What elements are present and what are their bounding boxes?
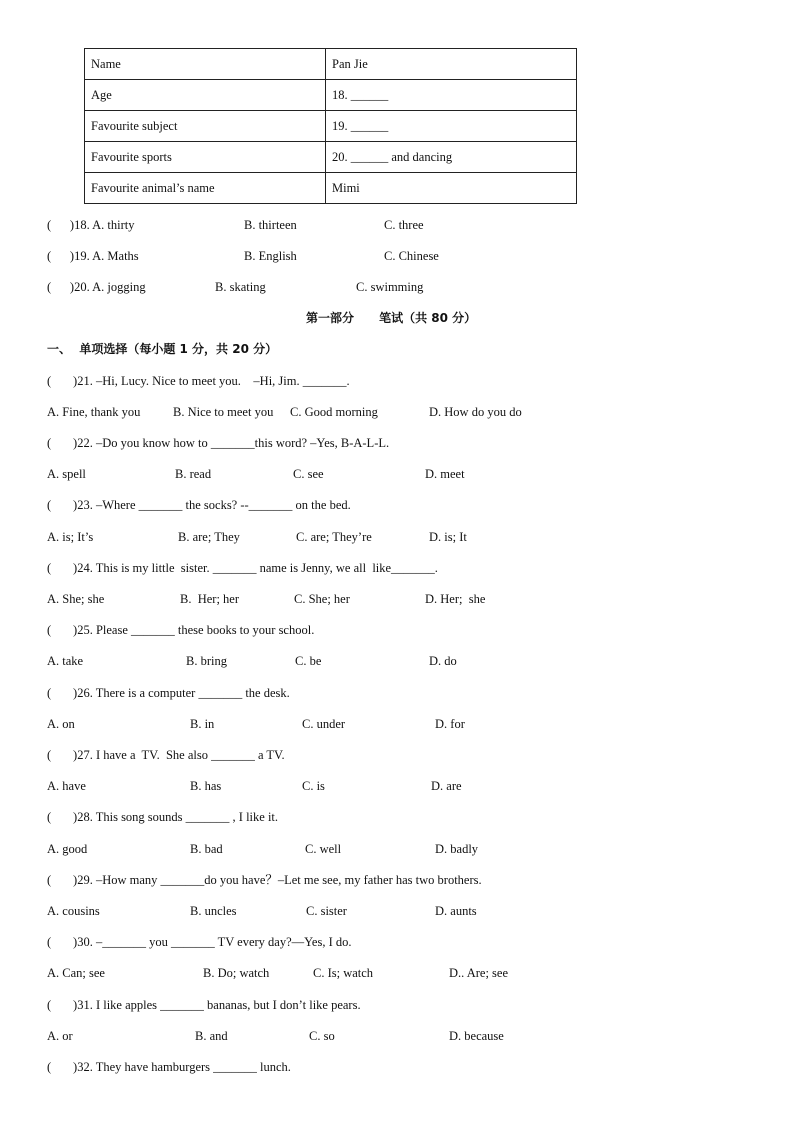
table-cell-label: Name — [85, 49, 326, 80]
option-a: A. Fine, thank you — [47, 405, 141, 419]
option-d: D. meet — [425, 467, 465, 481]
option-d: D. badly — [435, 842, 479, 856]
option-a: A. Can; see — [47, 966, 105, 980]
option-c: C. see — [293, 467, 324, 481]
option-a: A. cousins — [47, 904, 100, 918]
option-d: D.. Are; see — [449, 966, 509, 980]
listening-question-18: ( )18. A. thirty — [47, 218, 135, 232]
question-24: ( )24. This is my little sister. _______ name is Jenny, we all like_______. — [47, 561, 438, 575]
option-a: A. have — [47, 779, 86, 793]
option-c: C. well — [305, 842, 342, 856]
option-a: A. on — [47, 717, 75, 731]
question-23: ( )23. –Where _______ the socks? --_______ on the bed. — [47, 498, 351, 512]
question-27: ( )27. I have a TV. She also _______ a TV. — [47, 748, 285, 762]
option-c: C. sister — [306, 904, 347, 918]
table-cell-value: Pan Jie — [326, 49, 577, 80]
question-21: ( )21. –Hi, Lucy. Nice to meet you. –Hi, Jim. _______. — [47, 374, 350, 388]
table-row — [85, 173, 577, 204]
option-b: B. bad — [190, 842, 223, 856]
option-c: C. so — [309, 1029, 335, 1043]
option-b: B. Nice to meet you — [173, 405, 274, 419]
table-cell-label: Favourite subject — [85, 111, 326, 142]
option-b: B. and — [195, 1029, 228, 1043]
option-c: C. under — [302, 717, 346, 731]
option-b: B. uncles — [190, 904, 237, 918]
option-d: D. are — [431, 779, 462, 793]
option-a: A. She; she — [47, 592, 105, 606]
question-22: ( )22. –Do you know how to _______this word? –Yes, B-A-L-L. — [47, 436, 390, 450]
option-b: B. are; They — [178, 530, 240, 544]
part-heading: 第一部分 笔试（共 80 分） — [306, 311, 477, 325]
info-table — [84, 48, 577, 204]
option-b: B. Her; her — [180, 592, 240, 606]
option-c: C. Good morning — [290, 405, 378, 419]
option-d: D. How do you do — [429, 405, 522, 419]
section-heading: 一、 单项选择（每小题 1 分，共 20 分） — [47, 342, 278, 356]
question-31: ( )31. I like apples _______ bananas, but I don’t like pears. — [47, 998, 361, 1012]
option-c: C. She; her — [294, 592, 350, 606]
option-b: B. bring — [186, 654, 227, 668]
question-32: ( )32. They have hamburgers _______ lunch. — [47, 1060, 291, 1074]
option-c: C. be — [295, 654, 322, 668]
table-row — [85, 80, 577, 111]
question-29: ( )29. –How many _______do you have？–Let me see, my father has two brothers. — [47, 873, 482, 887]
table-cell-value: 20. ______ and dancing — [326, 142, 577, 173]
table-cell-label: Favourite sports — [85, 142, 326, 173]
option-b: B. skating — [215, 280, 266, 294]
table-row — [85, 111, 577, 142]
option-c: C. swimming — [356, 280, 424, 294]
table-cell-value: 18. ______ — [326, 80, 577, 111]
table-row — [85, 142, 577, 173]
listening-question-20: ( )20. A. jogging — [47, 280, 146, 294]
option-d: D. for — [435, 717, 465, 731]
table-cell-value: 19. ______ — [326, 111, 577, 142]
option-d: D. do — [429, 654, 457, 668]
option-a: A. or — [47, 1029, 73, 1043]
option-a: A. spell — [47, 467, 86, 481]
option-d: D. is; It — [429, 530, 467, 544]
option-b: B. read — [175, 467, 212, 481]
question-26: ( )26. There is a computer _______ the desk. — [47, 686, 290, 700]
option-b: B. English — [244, 249, 297, 263]
option-a: A. is; It’s — [47, 530, 94, 544]
option-a: A. good — [47, 842, 88, 856]
table-row — [85, 49, 577, 80]
option-c: C. are; They’re — [296, 530, 372, 544]
table-cell-label: Age — [85, 80, 326, 111]
question-30: ( )30. –_______ you _______ TV every day?—Yes, I do. — [47, 935, 352, 949]
option-c: C. Chinese — [384, 249, 439, 263]
option-d: D. because — [449, 1029, 504, 1043]
option-d: D. aunts — [435, 904, 477, 918]
option-b: B. has — [190, 779, 222, 793]
option-c: C. is — [302, 779, 325, 793]
option-d: D. Her; she — [425, 592, 486, 606]
table-cell-value: Mimi — [326, 173, 577, 204]
option-c: C. Is; watch — [313, 966, 374, 980]
question-28: ( )28. This song sounds _______ , I like it. — [47, 810, 279, 824]
option-a: A. take — [47, 654, 84, 668]
question-25: ( )25. Please _______ these books to your school. — [47, 623, 315, 637]
option-c: C. three — [384, 218, 424, 232]
table-cell-label: Favourite animal’s name — [85, 173, 326, 204]
option-b: B. Do; watch — [203, 966, 270, 980]
option-b: B. thirteen — [244, 218, 297, 232]
option-b: B. in — [190, 717, 215, 731]
listening-question-19: ( )19. A. Maths — [47, 249, 139, 263]
